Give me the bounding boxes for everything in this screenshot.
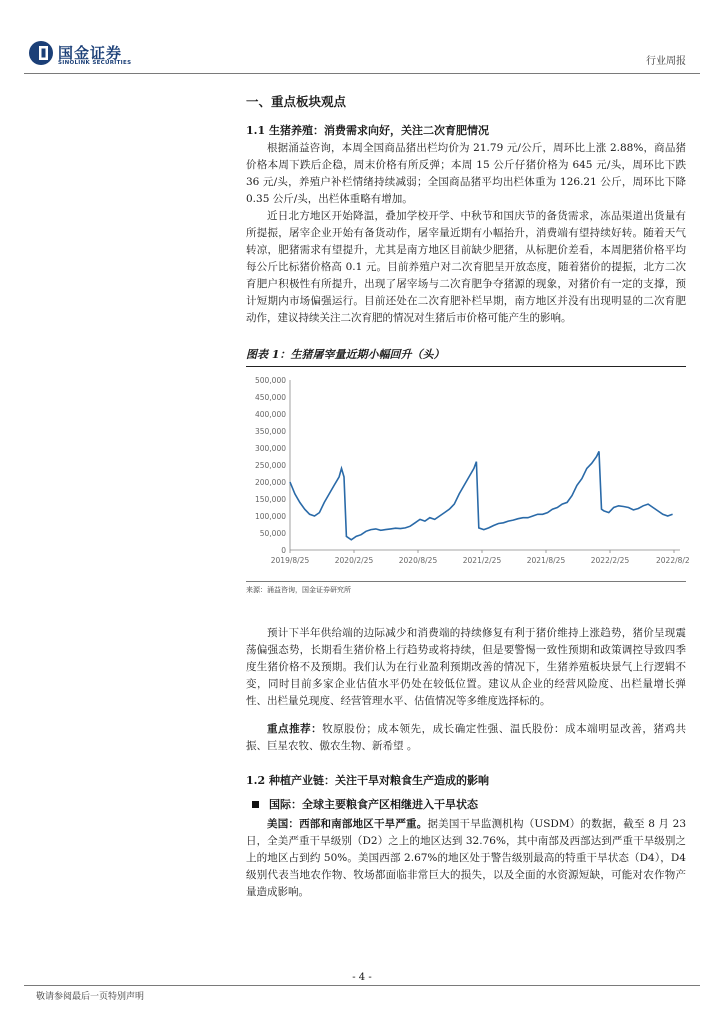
paragraph-us-drought [246,816,686,901]
paragraph-text: 预计下半年供给端的边际减少和消费端的持续修复有利于猪价维持上涨趋势，猪价呈现震荡偏强态势，长期看生猪价格上行趋势或将持续，但是要警惕一致性预期和政策调控导致四季度生猪价格不及预期。我们认为在行业盈利预期改善的情况下，生猪养殖板块景气上行逻辑不变，同时目前多家企业估值水平仍处在较低位置。建议从企业的经营风险度、出栏量增长弹性、出栏量兑现度、经营管理水平、估值情况等多维度选择标的。 [246,627,686,707]
bullet-text: 国际：全球主要粮食产区相继进入干旱状态 [269,798,478,811]
paragraph-pig-price [246,140,686,208]
figure-caption: 图表 1：生猪屠宰量近期小幅回升（头） [246,348,445,361]
series-line [290,451,673,539]
y-tick-label: 150,000 [254,495,286,504]
paragraph-pig-demand [246,208,686,327]
y-tick-label: 300,000 [254,444,286,453]
x-tick-label: 2021/2/25 [462,556,502,565]
footer-divider [24,985,700,986]
x-tick-label: 2022/8/2 [656,556,690,565]
y-tick-label: 250,000 [254,461,286,470]
y-tick-label: 200,000 [254,478,286,487]
recommend-text: 牧原股份；成本领先，成长确定性强、温氏股份：成本端明显改善，猪鸡共振、巨星农牧、傲农生物、新希望 。 [246,723,686,752]
x-tick-label: 2022/2/25 [590,556,630,565]
figure-top-rule [246,366,686,367]
header-divider [24,73,700,74]
slaughter-volume-chart [246,368,690,580]
figure-bottom-rule [246,581,686,582]
y-tick-label: 350,000 [254,427,286,436]
y-tick-label: 50,000 [259,529,286,538]
page-number: - 4 - [352,972,372,983]
y-tick-label: 100,000 [254,512,286,521]
paragraph-recommend [246,721,686,755]
y-tick-label: 400,000 [254,410,286,419]
recommend-label: 重点推荐： [267,723,323,735]
x-tick-label: 2019/8/25 [270,556,310,565]
logo-subtext: SINOLINK SECURITIES [58,60,132,66]
paragraph-text: 据美国干旱监测机构（USDM）的数据，截至 8 月 23 日，全美严重干旱级别（D2）之上的地区达到 32.76%，其中南部及西部达到严重干旱级别之上的地区占到约 50%。美国西部 2.67%的地区处于警告级别最高的特重干旱状态（D4），D4 级别代表当地农作物、牧场都面临非常巨大的损失，以及全面的水资源短缺，可能对农作物产量造成影响。 [246,818,687,898]
y-tick-label: 0 [281,546,286,555]
paragraph-text: 近日北方地区开始降温，叠加学校开学、中秋节和国庆节的备货需求，冻品渠道出货量有所提振，屠宰企业开始有备货动作，屠宰量近期有小幅抬升，消费端有望持续好转。随着天气转凉，肥猪需求有望提升，尤其是南方地区目前缺少肥猪，从标肥价差看，本周肥猪价格平均每公斤比标猪价格高 0.1 元。目前养殖户对二次育肥呈开放态度，随着猪价的提振，北方二次育肥户积极性有所提升，出现了屠宰场与二次育肥争夺猪源的现象，对猪价有一定的支撑，预计短期内市场偏强运行。目前还处在二次育肥补栏早期，南方地区并没有出现明显的二次育肥动作，建议持续关注二次育肥的情况对生猪后市价格可能产生的影响。 [246,210,686,324]
y-tick-label: 500,000 [254,376,286,385]
figure-source: 来源：涌益咨询，国金证券研究所 [246,586,351,594]
logo-text: 国金证券 [58,44,123,62]
paragraph-text: 根据涌益咨询，本周全国商品猪出栏均价为 21.79 元/公斤，周环比上涨 2.88%，商品猪价格本周下跌后企稳，周末价格有所反弹；本周 15 公斤仔猪价格为 645 元/头，周环比下跌 36 元/头，养殖户补栏情绪持续减弱；全国商品猪平均出栏体重为 126.21 公斤，周环比下降 0.35 公斤/头，出栏体重略有增加。 [246,142,686,205]
y-axis [255,376,290,555]
y-tick-label: 450,000 [254,393,286,402]
paragraph-lead: 美国：西部和南部地区干旱严重。 [267,818,428,830]
x-axis [271,550,690,565]
x-tick-label: 2021/8/25 [526,556,566,565]
bullet-square-icon [252,801,259,808]
x-tick-label: 2020/2/25 [334,556,374,565]
subsection-title-crop: 1.2 种植产业链：关注干旱对粮食生产造成的影响 [246,774,489,787]
footer-disclaimer: 敬请参阅最后一页特别声明 [36,992,145,1002]
bullet-international [246,796,478,812]
logo-icon [28,40,54,66]
report-type: 行业周报 [646,56,686,67]
x-tick-label: 2020/8/25 [398,556,438,565]
section-title: 一、重点板块观点 [246,94,347,109]
paragraph-outlook [246,625,686,710]
subsection-title-pig: 1.1 生猪养殖：消费需求向好，关注二次育肥情况 [246,124,489,137]
